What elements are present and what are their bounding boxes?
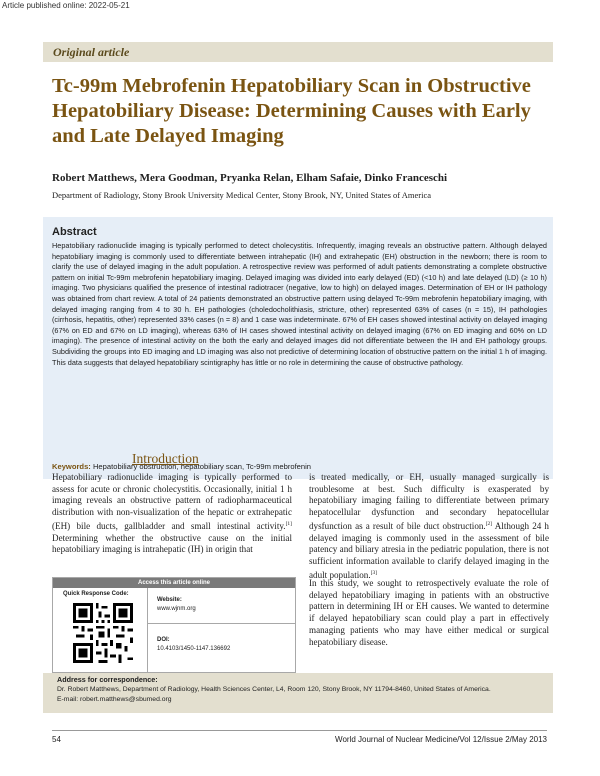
- abstract-text: Hepatobiliary radionuclide imaging is typically performed to detect cholecystitis. Infrequently, imaging reveals an obstructive pattern. Although delayed hepatobiliary imaging is commonly used to differentiate between intrahepatic (IH) and extrahepatic (EH) obstruction in the newborn; there is room to clarify the use of delayed imaging in the adult population. A retrospective review was performed of adult patients demonstrating a complete obstructive pattern on initial Tc-99m mebrofenin hepatobiliary imaging. Delayed imaging was divided into early delayed (ED) (<10 h) and late delayed (LD) (≥ 10 h) imaging. Two physicians qualified the presence of intestinal radiotracer (negative, low to high) on delayed images. Determination of EH or IH pathology was obtained from chart review. A total of 24 patients demonstrated an obstructive pattern using delayed Tc-99m mebrofenin hepatobiliary imaging, with delayed imaging ranging from 4 to 30 h. EH pathologies (choledocholithiasis, stricture, other) represented 63% of cases (n = 15), IH pathologies (cirrhosis, hepatitis, other) represented 33% cases (n = 8) and 1 case was indeterminate. 67% of EH cases showed intestinal activity on delayed imaging (67% on ED and 67% on LD imaging), whereas 63% of IH cases showed intestinal activity on delayed imaging (67% on ED imaging and 60% on LD imaging). The presence of intestinal activity on the both the early and delayed images did not differentiate between the IH and EH pathology groups. Subdividing the groups into ED imaging and LD imaging was also not predictive of determining location of obstructive pattern on the initial 1 h of imaging. This data suggests that delayed hepatobiliary scintigraphy has little or no role in determining the cause of obstructive pathology.: [52, 241, 547, 367]
- intro-column-2-para-2: In this study, we sought to retrospectively evaluate the role of delayed hepatobiliary imaging in patients with an obstructive pattern in determining IH or EH causes. We wanted to determine if delayed hepatobiliary scan could play a part in effectively managing patients who may have either medical or surgical hepatobiliary disease.: [309, 578, 549, 647]
- website-label: Website:: [157, 597, 182, 603]
- keywords-label: Keywords:: [52, 462, 91, 471]
- website-link[interactable]: www.wjnm.org: [157, 606, 196, 612]
- footer-divider: [52, 730, 547, 731]
- intro-col2-text-b: Although 24 h delayed imaging is commonly used in the assessment of bile patency and biliary atresia in the pediatric population, there is not sufficient information available to clarify delayed imaging in the adult population.: [309, 520, 549, 580]
- doi-label: DOI:: [157, 637, 170, 643]
- intro-column-1: [52, 472, 292, 556]
- ref-1[interactable]: [1]: [285, 520, 292, 527]
- access-divider-horizontal: [147, 623, 295, 624]
- article-type: Original article: [53, 45, 130, 59]
- affiliation: Department of Radiology, Stony Brook University Medical Center, Stony Brook, NY, United States of America: [52, 190, 432, 200]
- page-number: 54: [52, 735, 61, 744]
- introduction-heading: Introduction: [132, 451, 199, 466]
- article-title: Tc-99m Mebrofenin Hepatobiliary Scan in Obstructive Hepatobiliary Disease: Determining Causes with Early and Late Delayed Imaging: [52, 75, 531, 147]
- access-box: [52, 577, 296, 673]
- qr-code-icon[interactable]: [73, 603, 133, 663]
- correspondence-email[interactable]: E-mail: robert.matthews@sbumed.org: [57, 696, 172, 703]
- journal-citation: World Journal of Nuclear Medicine/Vol 12/Issue 2/May 2013: [335, 735, 547, 744]
- correspondence-address: Dr. Robert Matthews, Department of Radiology, Health Sciences Center, L4, Room 120, Stony Brook, NY 11794-8460, United States of America.: [57, 686, 491, 693]
- intro-column-2: [309, 472, 549, 581]
- intro-col1-text-b: Determining whether the obstructive cause on the initial hepatobiliary imaging is intrahepatic (IH) in origin that: [52, 532, 292, 555]
- doi-link[interactable]: 10.4103/1450-1147.136692: [157, 646, 231, 652]
- correspondence-heading: Address for correspondence:: [57, 675, 158, 684]
- article-type-banner: [43, 42, 553, 62]
- abstract-heading: Abstract: [52, 226, 97, 238]
- keywords-text: Hepatobiliary obstruction, hepatobiliary scan, Tc-99m mebrofenin: [92, 462, 312, 471]
- authors: Robert Matthews, Mera Goodman, Pryanka Relan, Elham Safaie, Dinko Franceschi: [52, 172, 448, 184]
- ref-2[interactable]: [2]: [485, 520, 493, 527]
- access-divider-vertical: [147, 588, 148, 672]
- published-date: Article published online: 2022-05-21: [2, 1, 130, 10]
- ref-3[interactable]: [3]: [370, 569, 378, 576]
- qr-label: Quick Response Code:: [63, 591, 129, 597]
- intro-col1-text: Hepatobiliary radionuclide imaging is typically performed to assess for acute or chronic cholecystitis. Occasionally, initial 1 h imaging reveals an obstructive pattern of radiopharmaceutical distribution with non-visualization of the hepatic or extrahepatic (EH) bile ducts, gallbladder and small intestinal activity.: [52, 472, 292, 531]
- intro-col2-text: is treated medically, or EH, usually managed surgically is troublesome at best. Such difficulty is exasperated by hepatobiliary imaging failing to differentiate between primary hepatocellular dysfunction and secondary hepatocellular dysfunction as a result of bile duct obstruction.: [309, 472, 549, 531]
- access-heading: Access this article online: [53, 578, 295, 588]
